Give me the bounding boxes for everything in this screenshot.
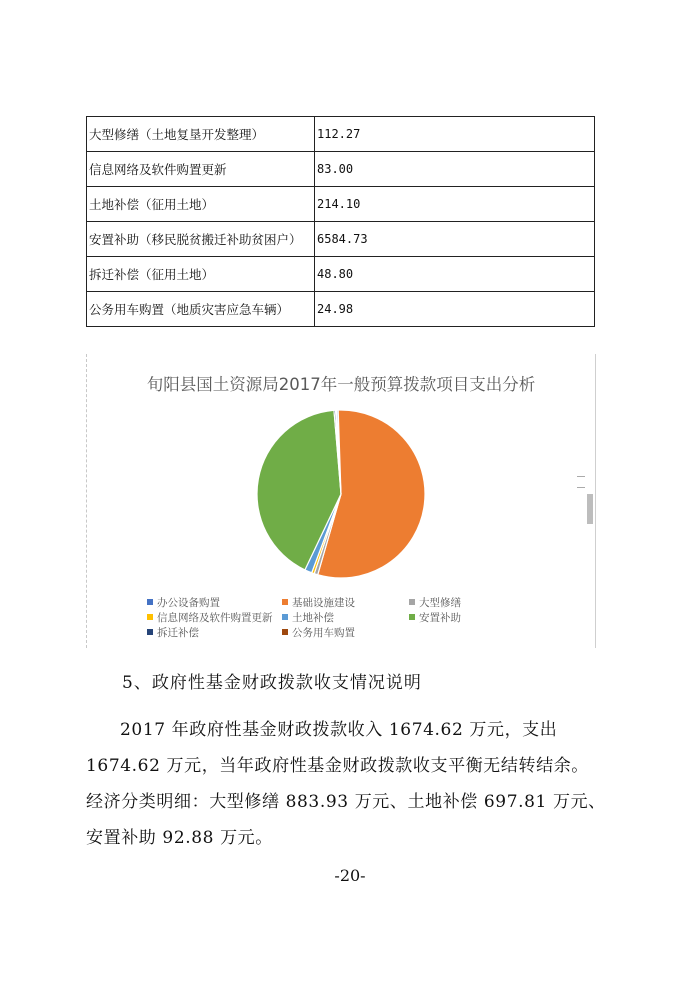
table-cell-amount: 112.27: [315, 117, 595, 152]
legend-item: [282, 596, 355, 609]
table-cell-item: 拆迁补偿（征用土地）: [87, 257, 315, 292]
table-cell-item: 安置补助（移民脱贫搬迁补助贫困户）: [87, 222, 315, 257]
legend-label: 公务用车购置: [292, 627, 355, 639]
pie-chart-frame: [86, 354, 596, 648]
paragraph-line: 安置补助 92.88 万元。: [86, 828, 273, 848]
table-row: [87, 187, 595, 222]
table-cell-amount: 83.00: [315, 152, 595, 187]
table-cell-item: 土地补偿（征用土地）: [87, 187, 315, 222]
table-cell-amount: 6584.73: [315, 222, 595, 257]
chart-scrollbar-thumb[interactable]: [587, 494, 593, 524]
legend-item: [409, 611, 461, 624]
section-paragraph: [86, 712, 610, 856]
table-cell-amount: 48.80: [315, 257, 595, 292]
legend-label: 拆迁补偿: [157, 627, 199, 639]
page-number: -20-: [334, 866, 366, 885]
table-cell-item: 大型修缮（土地复垦开发整理）: [87, 117, 315, 152]
table-row: [87, 257, 595, 292]
section-title: 5、政府性基金财政拨款收支情况说明: [122, 673, 422, 693]
table-row: [87, 117, 595, 152]
legend-swatch: [147, 614, 153, 620]
paragraph-line: 2017 年政府性基金财政拨款收入 1674.62 万元，支出: [120, 720, 558, 740]
legend-swatch: [282, 629, 288, 635]
table-cell-amount: 24.98: [315, 292, 595, 327]
legend-label: 基础设施建设: [292, 597, 355, 609]
table-cell-item: 信息网络及软件购置更新: [87, 152, 315, 187]
legend-item: [147, 611, 273, 624]
paragraph-line: 1674.62 万元，当年政府性基金财政拨款收支平衡无结转结余。: [86, 756, 589, 776]
legend-swatch: [409, 614, 415, 620]
table-row: [87, 222, 595, 257]
legend-item: [147, 626, 199, 639]
scroll-marker: [577, 476, 585, 488]
table-row: [87, 152, 595, 187]
legend-item: [282, 611, 334, 624]
legend-swatch: [409, 599, 415, 605]
expenditure-table: [86, 116, 595, 327]
legend-swatch: [147, 599, 153, 605]
legend-label: 土地补偿: [292, 612, 334, 624]
legend-label: 安置补助: [419, 612, 461, 624]
pie-chart: [87, 354, 595, 648]
legend-label: 信息网络及软件购置更新: [157, 612, 273, 624]
legend-swatch: [147, 629, 153, 635]
paragraph-line: 经济分类明细：大型修缮 883.93 万元、土地补偿 697.81 万元、: [86, 792, 606, 812]
legend-swatch: [282, 599, 288, 605]
legend-swatch: [282, 614, 288, 620]
table-cell-item: 公务用车购置（地质灾害应急车辆）: [87, 292, 315, 327]
legend-label: 办公设备购置: [157, 597, 220, 609]
legend-item: [282, 626, 355, 639]
chart-title: 旬阳县国土资源局2017年一般预算拨款项目支出分析: [146, 375, 536, 394]
table-cell-amount: 214.10: [315, 187, 595, 222]
legend-label: 大型修缮: [419, 597, 461, 609]
table-row: [87, 292, 595, 327]
legend-item: [147, 596, 220, 609]
legend-item: [409, 596, 461, 609]
